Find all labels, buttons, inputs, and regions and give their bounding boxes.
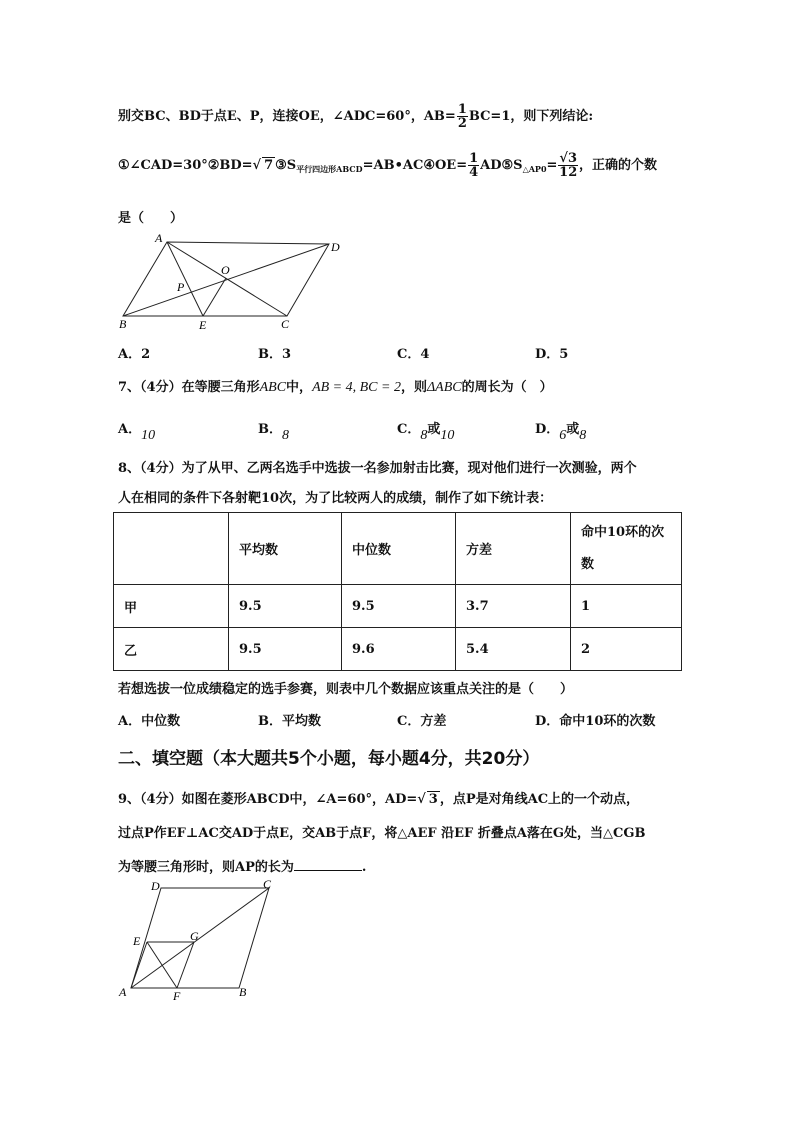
table-row xyxy=(114,628,682,671)
q9-line1-text-a: 9、（4分）如图在菱形ABCD中，∠A=60°，AD= xyxy=(118,792,418,807)
q7-mid2: ，则 xyxy=(400,380,427,395)
table-header-cell: 中位数 xyxy=(342,513,456,585)
segment-ef xyxy=(147,942,177,988)
sqrt-seven: √ 7 xyxy=(252,158,274,173)
label-a: A xyxy=(155,231,163,245)
q9-line2: 过点P作EF⊥AC交AD于点E，交AB于点F，将△AEF 沿EF 折叠点A落在G处，当△CGB xyxy=(118,826,646,841)
q9-line3-text: 为等腰三角形时，则AP的长为 xyxy=(118,860,294,875)
q6-option-a: A．2 xyxy=(118,347,151,362)
q7-option-d xyxy=(535,418,587,443)
option-label: B． xyxy=(258,422,282,437)
q8-question: 若想选拔一位成绩稳定的选手参赛，则表中几个数据应该重点关注的是（ ） xyxy=(118,682,574,697)
sqrt-radicand: 3 xyxy=(428,792,438,807)
table-cell: 乙 xyxy=(114,628,229,671)
stats-table xyxy=(113,512,682,671)
label-p: P xyxy=(177,280,185,294)
q7-option-c xyxy=(397,418,455,443)
q6-line2-text-c: =AB•AC④OE= xyxy=(362,158,468,173)
q9-line3 xyxy=(118,856,366,875)
q8-option-d: D．命中10环的次数 xyxy=(535,714,656,729)
label-e: E xyxy=(199,318,207,332)
q9-line1-text-b: ，点P是对角线AC上的一个动点， xyxy=(439,792,640,807)
area-subscript-2: △AP0 xyxy=(522,164,547,174)
frac-numerator: 1 xyxy=(469,151,479,166)
parallelogram-figure xyxy=(115,230,350,335)
table-cell: 1 xyxy=(571,585,682,628)
q7-triangle-name: ABC xyxy=(259,380,287,395)
table-header-row xyxy=(114,513,682,585)
q6-line2-text-d: AD⑤S xyxy=(480,158,523,173)
frac-denominator: 2 xyxy=(457,116,467,131)
fraction-half xyxy=(457,103,468,130)
option-label: D． xyxy=(535,422,560,437)
q6-line1-text-a: 别交BC、BD于点E、P，连接OE，∠ADC=60°，AB= xyxy=(118,109,456,124)
fraction-sqrt3-12 xyxy=(558,152,578,179)
frac-numerator: 1 xyxy=(457,102,467,117)
frac-denominator: 4 xyxy=(469,165,479,180)
q7-stem xyxy=(118,376,553,396)
diagonal-bd xyxy=(123,244,329,316)
table-cell: 3.7 xyxy=(456,585,571,628)
table-cell: 9.5 xyxy=(342,585,456,628)
q9-line3-end: . xyxy=(361,860,367,875)
q7-option-b xyxy=(258,418,289,443)
option-value: 8 xyxy=(420,428,428,443)
q6-line3: 是（ ） xyxy=(118,211,184,226)
option-value: 8 xyxy=(282,428,289,443)
area-subscript: 平行四边形ABCD xyxy=(296,164,363,174)
table-cell: 甲 xyxy=(114,585,229,628)
option-value-2: 10 xyxy=(440,428,455,443)
label-g: G xyxy=(190,929,199,943)
sqrt-three: √ 3 xyxy=(417,792,438,807)
option-value: 6 xyxy=(559,428,567,443)
q6-line2-text-a: ①∠CAD=30°②BD= xyxy=(118,158,253,173)
label-f: F xyxy=(173,989,181,1003)
label-e: E xyxy=(133,934,141,948)
diagonal-ac xyxy=(131,888,269,988)
q7-mid: 中， xyxy=(286,380,313,395)
table-cell: 9.5 xyxy=(229,585,342,628)
option-value: 10 xyxy=(141,428,156,443)
table-cell: 9.6 xyxy=(342,628,456,671)
q8-line2: 人在相同的条件下各射靶10次，为了比较两人的成绩，制作了如下统计表： xyxy=(118,491,553,506)
table-cell: 2 xyxy=(571,628,682,671)
q6-line2-text-e: = xyxy=(546,158,558,173)
q6-option-b: B．3 xyxy=(258,347,292,362)
table-header-cell: 命中10环的次数 xyxy=(571,513,682,585)
answer-blank xyxy=(294,858,362,871)
q7-option-a xyxy=(118,418,156,443)
rhombus-figure xyxy=(115,876,285,1004)
table-header-cell: 平均数 xyxy=(229,513,342,585)
q9-line1 xyxy=(118,788,639,807)
label-b: B xyxy=(239,985,247,999)
q8-option-b: B．平均数 xyxy=(258,714,321,729)
sqrt-radicand: 7 xyxy=(264,158,274,173)
option-label: A． xyxy=(118,422,142,437)
label-d: D xyxy=(151,879,160,893)
q8-line1: 8、（4分）为了从甲、乙两名选手中选拔一名参加射击比赛，现对他们进行一次测验，两个 xyxy=(118,461,637,476)
label-a: A xyxy=(119,985,127,999)
label-c: C xyxy=(281,317,290,331)
q6-option-d: D．5 xyxy=(535,347,569,362)
q6-line1 xyxy=(118,103,593,130)
q6-line2 xyxy=(118,152,657,179)
label-d: D xyxy=(331,240,340,254)
q7-sides: AB = 4, BC = 2 xyxy=(312,380,401,395)
option-or: 或 xyxy=(566,422,580,437)
frac-denominator: 12 xyxy=(559,165,578,180)
table-header-cell: 方差 xyxy=(456,513,571,585)
segment-ae-ext xyxy=(131,942,147,988)
q6-line2-text-f: ，正确的个数 xyxy=(579,158,658,173)
fraction-quarter xyxy=(468,152,479,179)
label-c: C xyxy=(263,877,272,891)
q7-prefix: 7、（4分）在等腰三角形 xyxy=(118,380,260,395)
table-row xyxy=(114,585,682,628)
option-or: 或 xyxy=(427,422,441,437)
table-cell: 5.4 xyxy=(456,628,571,671)
q6-line1-text-b: BC=1，则下列结论: xyxy=(468,109,594,124)
label-b: B xyxy=(119,317,127,331)
option-label: C． xyxy=(397,422,421,437)
table-header-cell xyxy=(114,513,229,585)
frac-numerator: √3 xyxy=(559,151,578,166)
q8-option-c: C．方差 xyxy=(397,714,447,729)
table-cell: 9.5 xyxy=(229,628,342,671)
label-o: O xyxy=(221,263,230,277)
option-value-2: 8 xyxy=(579,428,587,443)
q6-option-c: C．4 xyxy=(397,347,430,362)
q7-triangle-symbol: ΔABC xyxy=(426,380,462,395)
q6-line2-text-b: ③S xyxy=(275,158,297,173)
section-heading-fill-in: 二、填空题（本大题共5个小题，每小题4分，共20分） xyxy=(118,749,540,769)
q8-option-a: A．中位数 xyxy=(118,714,181,729)
q7-suffix: 的周长为（ ） xyxy=(461,380,553,395)
